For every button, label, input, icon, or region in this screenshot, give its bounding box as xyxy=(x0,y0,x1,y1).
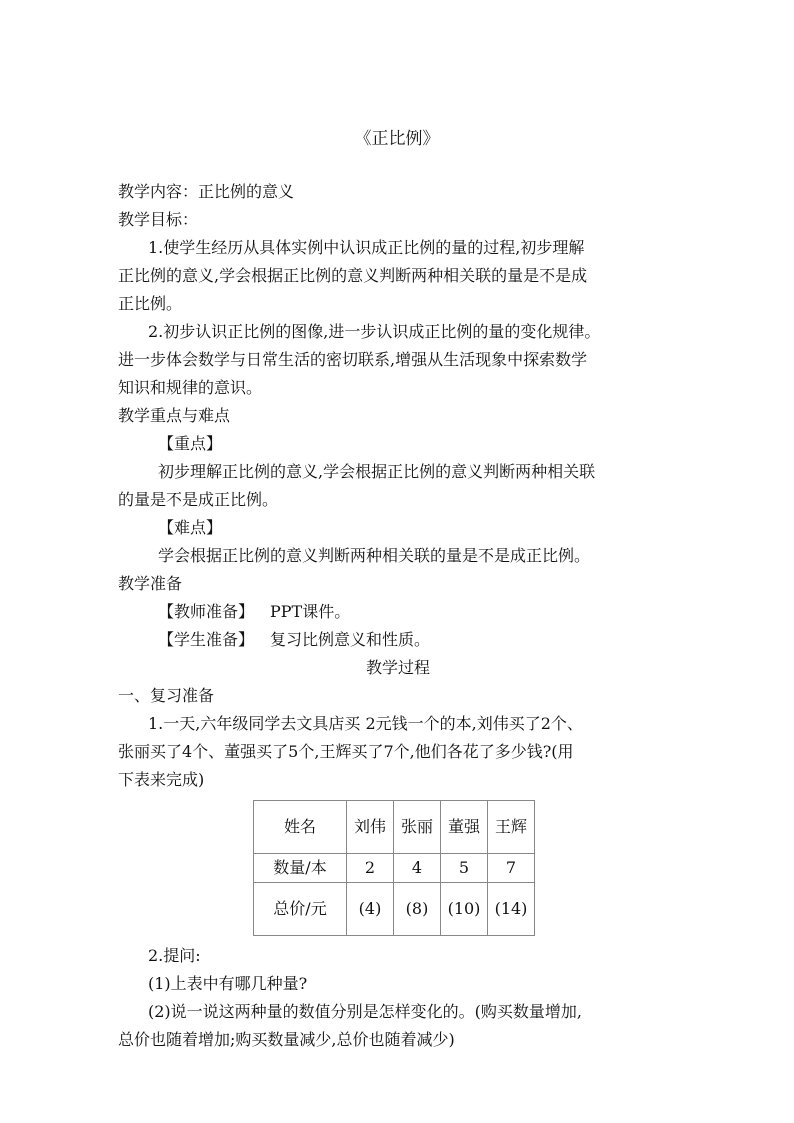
q2-item2-line: 总价也随着增加;购买数量减少,总价也随着减少) xyxy=(118,1030,455,1049)
table-cell: (4) xyxy=(347,883,394,936)
q1-line: 张丽买了4个、董强买了5个,王辉买了7个,他们各花了多少钱?(用 xyxy=(118,742,574,761)
goal1-line: 正比例。 xyxy=(118,294,183,313)
key-label: 【重点】 xyxy=(158,434,223,453)
q2-item1: (1)上表中有哪几种量? xyxy=(148,974,308,993)
key-text-line: 的量是不是成正比例。 xyxy=(118,490,279,509)
table-cell: 总价/元 xyxy=(254,883,347,936)
table-cell: 张丽 xyxy=(394,801,441,854)
content-line: 教学内容：正比例的意义 xyxy=(118,182,295,201)
key-text-line: 初步理解正比例的意义,学会根据正比例的意义判断两种相关联 xyxy=(158,462,596,481)
table-cell: 4 xyxy=(394,854,441,883)
process-heading: 教学过程 xyxy=(365,658,430,677)
table-row xyxy=(254,883,535,936)
table-cell: 7 xyxy=(488,854,535,883)
difficulty-label: 【难点】 xyxy=(158,518,223,537)
price-table xyxy=(253,800,535,936)
student-prep-label: 【学生准备】 xyxy=(158,630,255,649)
table-row xyxy=(254,854,535,883)
teacher-prep-text: PPT课件。 xyxy=(270,602,351,621)
table-cell: (14) xyxy=(488,883,535,936)
table-cell: 5 xyxy=(441,854,488,883)
document-title: 《正比例》 xyxy=(354,129,440,149)
teacher-prep xyxy=(118,598,678,626)
table-cell: 王辉 xyxy=(488,801,535,854)
table-cell: 姓名 xyxy=(254,801,347,854)
table-cell: (10) xyxy=(441,883,488,936)
section1-heading: 一、复习准备 xyxy=(118,686,215,705)
q2-heading: 2.提问: xyxy=(148,946,201,965)
goal1-line: 1.使学生经历从具体实例中认识成正比例的量的过程,初步理解 xyxy=(148,238,585,257)
table-cell: 2 xyxy=(347,854,394,883)
goal2-line: 进一步体会数学与日常生活的密切联系,增强从生活现象中探索数学 xyxy=(118,350,588,369)
document-body xyxy=(118,178,678,1054)
key-heading: 教学重点与难点 xyxy=(118,406,231,425)
table-cell: 数量/本 xyxy=(254,854,347,883)
goal2-line: 知识和规律的意识。 xyxy=(118,378,263,397)
q1-line: 下表来完成) xyxy=(118,770,205,789)
goals-heading: 教学目标： xyxy=(118,210,199,229)
teacher-prep-label: 【教师准备】 xyxy=(158,602,255,621)
table-row xyxy=(254,801,535,854)
table-cell: (8) xyxy=(394,883,441,936)
student-prep xyxy=(118,626,678,654)
difficulty-text: 学会根据正比例的意义判断两种相关联的量是不是成正比例。 xyxy=(158,546,591,565)
q2-item2-line: (2)说一说这两种量的数值分别是怎样变化的。(购买数量增加, xyxy=(148,1002,582,1021)
goal1-line: 正比例的意义,学会根据正比例的意义判断两种相关联的量是不是成 xyxy=(118,266,588,285)
goal2-line: 2.初步认识正比例的图像,进一步认识成正比例的量的变化规律。 xyxy=(148,322,601,341)
q1-line: 1.一天,六年级同学去文具店买 2元钱一个的本,刘伟买了2个、 xyxy=(148,714,583,733)
student-prep-text: 复习比例意义和性质。 xyxy=(270,630,431,649)
table-cell: 刘伟 xyxy=(347,801,394,854)
table-cell: 董强 xyxy=(441,801,488,854)
prep-heading: 教学准备 xyxy=(118,574,183,593)
